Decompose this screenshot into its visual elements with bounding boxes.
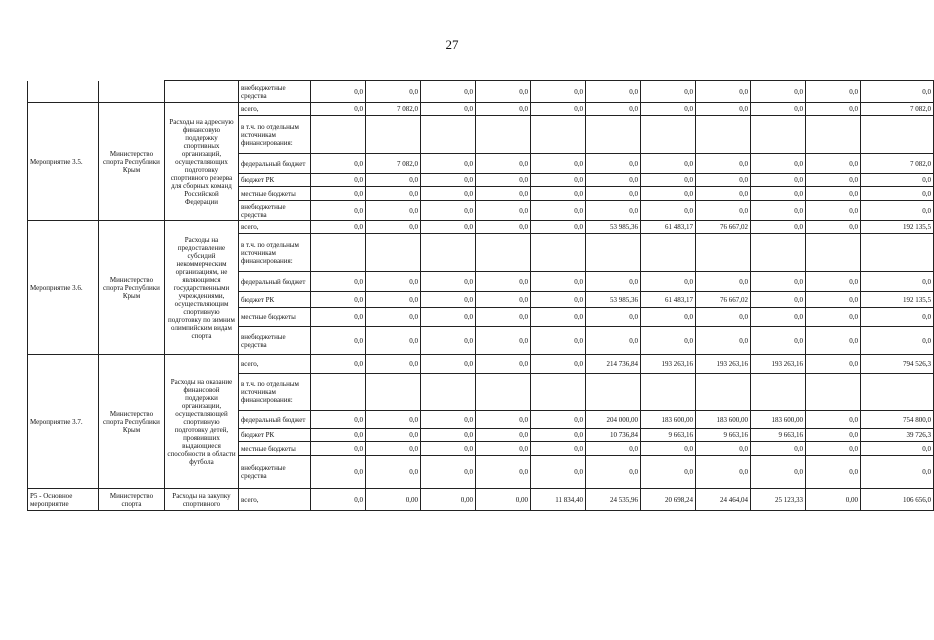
value-cell: 0,0 [861, 308, 934, 327]
value-cell: 0,0 [476, 272, 531, 292]
empty-value-cell [311, 234, 366, 272]
value-cell: 0,0 [366, 456, 421, 489]
value-cell: 0,0 [531, 154, 586, 174]
source-label: в т.ч. по отдельным источникам финансирования: [239, 374, 311, 411]
empty-value-cell [751, 234, 806, 272]
source-label: федеральный бюджет [239, 154, 311, 174]
value-cell: 0,0 [476, 154, 531, 174]
value-cell: 0,0 [751, 292, 806, 308]
source-label: бюджет РК [239, 429, 311, 442]
value-cell: 0,0 [476, 174, 531, 187]
value-cell: 24 464,04 [696, 489, 751, 511]
value-cell: 0,00 [806, 489, 861, 511]
value-cell: 0,0 [641, 272, 696, 292]
budget-table [27, 80, 934, 511]
source-label: в т.ч. по отдельным источникам финансирования: [239, 116, 311, 154]
value-cell: 0,0 [476, 456, 531, 489]
value-cell: 192 135,5 [861, 292, 934, 308]
value-cell: 0,0 [531, 456, 586, 489]
value-cell: 0,0 [806, 308, 861, 327]
value-cell: 204 000,00 [586, 411, 641, 429]
value-cell: 0,0 [311, 327, 366, 355]
value-cell: 0,0 [311, 174, 366, 187]
value-cell: 0,0 [421, 292, 476, 308]
value-cell: 0,0 [311, 103, 366, 116]
source-label: местные бюджеты [239, 442, 311, 456]
value-cell: 0,0 [696, 187, 751, 201]
empty-value-cell [531, 374, 586, 411]
value-cell: 0,0 [531, 201, 586, 221]
value-cell: 0,0 [641, 103, 696, 116]
value-cell: 0,0 [311, 187, 366, 201]
value-cell: 0,0 [531, 292, 586, 308]
value-cell: 0,00 [421, 489, 476, 511]
value-cell: 0,0 [806, 411, 861, 429]
value-cell: 0,0 [806, 456, 861, 489]
empty-value-cell [861, 116, 934, 154]
value-cell: 193 263,16 [696, 355, 751, 374]
value-cell: 10 736,84 [586, 429, 641, 442]
empty-value-cell [751, 374, 806, 411]
source-label: внебюджетные средства [239, 327, 311, 355]
measure-name-cell: Мероприятие 3.6. [28, 221, 99, 355]
value-cell: 0,0 [366, 411, 421, 429]
value-cell: 7 082,0 [861, 154, 934, 174]
value-cell: 0,0 [531, 103, 586, 116]
table-row [28, 489, 934, 511]
table-row [28, 355, 934, 374]
value-cell: 0,0 [586, 174, 641, 187]
empty-value-cell [806, 374, 861, 411]
value-cell: 0,0 [311, 411, 366, 429]
value-cell: 0,0 [366, 429, 421, 442]
source-label: местные бюджеты [239, 308, 311, 327]
source-label: внебюджетные средства [239, 81, 311, 103]
empty-value-cell [861, 234, 934, 272]
value-cell: 0,0 [476, 442, 531, 456]
value-cell: 76 667,02 [696, 292, 751, 308]
empty-value-cell [806, 116, 861, 154]
value-cell: 0,0 [421, 187, 476, 201]
value-cell: 0,0 [806, 221, 861, 234]
value-cell: 0,0 [751, 442, 806, 456]
empty-value-cell [586, 374, 641, 411]
value-cell: 0,0 [696, 272, 751, 292]
value-cell: 0,0 [806, 272, 861, 292]
value-cell: 0,0 [421, 154, 476, 174]
value-cell: 192 135,5 [861, 221, 934, 234]
value-cell: 0,0 [476, 81, 531, 103]
value-cell: 0,0 [311, 221, 366, 234]
value-cell: 0,0 [476, 187, 531, 201]
value-cell: 0,0 [311, 154, 366, 174]
value-cell: 0,0 [586, 103, 641, 116]
empty-value-cell [861, 374, 934, 411]
empty-value-cell [476, 374, 531, 411]
value-cell: 193 263,16 [751, 355, 806, 374]
value-cell: 0,0 [861, 174, 934, 187]
value-cell: 0,0 [531, 174, 586, 187]
empty-value-cell [476, 234, 531, 272]
description-cell: Расходы на предоставление субсидий некоммерческим организациям, не являющимся государственными учреждениями, осуществляющим спортивную подготовку по зимним олимпийским видам спорта [165, 221, 239, 355]
value-cell: 0,0 [861, 272, 934, 292]
value-cell: 193 263,16 [641, 355, 696, 374]
value-cell: 0,0 [421, 429, 476, 442]
executor-cell: Министерство спорта [99, 489, 165, 511]
empty-value-cell [531, 234, 586, 272]
value-cell: 0,0 [751, 272, 806, 292]
value-cell: 0,0 [586, 327, 641, 355]
value-cell: 0,0 [366, 292, 421, 308]
value-cell: 183 600,00 [696, 411, 751, 429]
value-cell: 0,0 [641, 187, 696, 201]
value-cell: 0,0 [751, 81, 806, 103]
description-cell: Расходы на адресную финансовую поддержку спортивных организаций, осуществляющих подготовку спортивного резерва для сборных команд Российской Федерации [165, 103, 239, 221]
value-cell: 0,0 [531, 272, 586, 292]
empty-value-cell [641, 116, 696, 154]
value-cell: 0,0 [861, 442, 934, 456]
value-cell: 0,0 [586, 81, 641, 103]
value-cell: 0,0 [476, 308, 531, 327]
value-cell: 0,0 [696, 456, 751, 489]
source-label: внебюджетные средства [239, 456, 311, 489]
value-cell: 0,0 [751, 154, 806, 174]
value-cell: 0,0 [696, 327, 751, 355]
value-cell: 0,0 [311, 355, 366, 374]
value-cell: 0,0 [476, 411, 531, 429]
value-cell: 76 667,02 [696, 221, 751, 234]
value-cell: 0,0 [531, 81, 586, 103]
value-cell: 0,0 [531, 327, 586, 355]
source-label: бюджет РК [239, 174, 311, 187]
value-cell: 0,0 [366, 308, 421, 327]
value-cell: 0,0 [311, 81, 366, 103]
value-cell: 0,0 [751, 327, 806, 355]
value-cell: 0,0 [696, 442, 751, 456]
value-cell: 0,0 [366, 81, 421, 103]
value-cell: 0,0 [641, 308, 696, 327]
value-cell: 0,0 [641, 201, 696, 221]
value-cell: 0,0 [311, 442, 366, 456]
value-cell: 0,0 [421, 174, 476, 187]
value-cell: 794 526,3 [861, 355, 934, 374]
value-cell: 0,0 [421, 456, 476, 489]
empty-value-cell [366, 374, 421, 411]
description-cell [165, 81, 239, 103]
value-cell: 0,0 [531, 221, 586, 234]
value-cell: 0,00 [366, 489, 421, 511]
empty-value-cell [641, 234, 696, 272]
value-cell: 0,0 [421, 411, 476, 429]
value-cell: 0,0 [696, 154, 751, 174]
source-label: в т.ч. по отдельным источникам финансирования: [239, 234, 311, 272]
value-cell: 0,0 [366, 272, 421, 292]
source-label: федеральный бюджет [239, 272, 311, 292]
value-cell: 0,0 [751, 201, 806, 221]
empty-value-cell [421, 234, 476, 272]
table-row [28, 103, 934, 116]
empty-value-cell [696, 234, 751, 272]
value-cell: 0,0 [311, 292, 366, 308]
value-cell: 0,0 [421, 272, 476, 292]
value-cell: 0,0 [421, 327, 476, 355]
value-cell: 0,0 [751, 187, 806, 201]
value-cell: 0,0 [641, 81, 696, 103]
value-cell: 0,0 [366, 221, 421, 234]
source-label: внебюджетные средства [239, 201, 311, 221]
value-cell: 0,0 [421, 308, 476, 327]
value-cell: 0,0 [531, 429, 586, 442]
value-cell: 0,0 [421, 355, 476, 374]
value-cell: 9 663,16 [641, 429, 696, 442]
value-cell: 0,0 [366, 442, 421, 456]
empty-value-cell [696, 374, 751, 411]
value-cell: 0,0 [311, 456, 366, 489]
value-cell: 0,0 [586, 154, 641, 174]
value-cell: 0,0 [751, 103, 806, 116]
value-cell: 0,0 [641, 442, 696, 456]
value-cell: 0,0 [421, 103, 476, 116]
value-cell: 0,0 [806, 292, 861, 308]
value-cell: 0,0 [586, 456, 641, 489]
empty-value-cell [311, 116, 366, 154]
empty-value-cell [366, 234, 421, 272]
value-cell: 0,0 [696, 308, 751, 327]
empty-value-cell [806, 234, 861, 272]
value-cell: 0,0 [861, 201, 934, 221]
empty-value-cell [696, 116, 751, 154]
description-cell: Расходы на закупку спортивного [165, 489, 239, 511]
value-cell: 0,0 [476, 355, 531, 374]
empty-value-cell [641, 374, 696, 411]
value-cell: 0,0 [421, 201, 476, 221]
value-cell: 0,0 [476, 201, 531, 221]
value-cell: 0,0 [861, 456, 934, 489]
page-number: 27 [445, 37, 459, 52]
source-label: местные бюджеты [239, 187, 311, 201]
empty-value-cell [531, 116, 586, 154]
measure-name-cell: Мероприятие 3.5. [28, 103, 99, 221]
value-cell: 11 834,40 [531, 489, 586, 511]
executor-cell: Министерство спорта Республики Крым [99, 103, 165, 221]
value-cell: 0,0 [531, 411, 586, 429]
value-cell: 0,0 [586, 442, 641, 456]
value-cell: 214 736,84 [586, 355, 641, 374]
value-cell: 25 123,33 [751, 489, 806, 511]
value-cell: 0,0 [861, 187, 934, 201]
value-cell: 9 663,16 [751, 429, 806, 442]
value-cell: 0,0 [696, 174, 751, 187]
value-cell: 0,0 [531, 187, 586, 201]
table-row [28, 221, 934, 234]
value-cell: 0,0 [586, 272, 641, 292]
empty-value-cell [311, 374, 366, 411]
value-cell: 39 726,3 [861, 429, 934, 442]
table-row [28, 81, 934, 103]
value-cell: 0,0 [861, 81, 934, 103]
executor-cell: Министерство спорта Республики Крым [99, 221, 165, 355]
empty-value-cell [586, 116, 641, 154]
source-label: всего, [239, 355, 311, 374]
empty-value-cell [476, 116, 531, 154]
value-cell: 0,0 [806, 355, 861, 374]
value-cell: 9 663,16 [696, 429, 751, 442]
value-cell: 106 656,0 [861, 489, 934, 511]
value-cell: 0,0 [806, 442, 861, 456]
value-cell: 0,0 [806, 81, 861, 103]
value-cell: 0,0 [586, 201, 641, 221]
value-cell: 0,0 [806, 103, 861, 116]
measure-name-cell: Р5 - Основное мероприятие [28, 489, 99, 511]
executor-cell: Министерство спорта Республики Крым [99, 355, 165, 489]
value-cell: 754 800,0 [861, 411, 934, 429]
measure-name-cell [28, 81, 99, 103]
value-cell: 0,0 [751, 456, 806, 489]
empty-value-cell [751, 116, 806, 154]
value-cell: 0,0 [311, 272, 366, 292]
source-label: всего, [239, 489, 311, 511]
empty-value-cell [586, 234, 641, 272]
value-cell: 0,0 [476, 327, 531, 355]
value-cell: 0,0 [696, 103, 751, 116]
value-cell: 0,0 [641, 154, 696, 174]
value-cell: 0,0 [586, 187, 641, 201]
value-cell: 0,0 [806, 201, 861, 221]
value-cell: 0,0 [366, 355, 421, 374]
value-cell: 0,0 [806, 187, 861, 201]
value-cell: 0,0 [476, 221, 531, 234]
value-cell: 7 082,0 [366, 103, 421, 116]
measure-name-cell: Мероприятие 3.7. [28, 355, 99, 489]
value-cell: 0,0 [861, 327, 934, 355]
value-cell: 53 985,36 [586, 221, 641, 234]
empty-value-cell [421, 116, 476, 154]
value-cell: 0,0 [476, 292, 531, 308]
value-cell: 0,0 [311, 429, 366, 442]
value-cell: 61 483,17 [641, 292, 696, 308]
value-cell: 7 082,0 [366, 154, 421, 174]
description-cell: Расходы на оказание финансовой поддержки организации, осуществляющей спортивную подготовку детей, проявивших выдающиеся способности в области футбола [165, 355, 239, 489]
value-cell: 0,0 [311, 201, 366, 221]
value-cell: 0,0 [806, 429, 861, 442]
value-cell: 61 483,17 [641, 221, 696, 234]
value-cell: 0,00 [476, 489, 531, 511]
executor-cell [99, 81, 165, 103]
source-label: всего, [239, 221, 311, 234]
empty-value-cell [366, 116, 421, 154]
value-cell: 0,0 [641, 174, 696, 187]
source-label: бюджет РК [239, 292, 311, 308]
value-cell: 0,0 [311, 308, 366, 327]
value-cell: 0,0 [366, 187, 421, 201]
value-cell: 0,0 [421, 442, 476, 456]
value-cell: 0,0 [366, 201, 421, 221]
value-cell: 0,0 [751, 174, 806, 187]
value-cell: 0,0 [806, 154, 861, 174]
value-cell: 0,0 [531, 308, 586, 327]
value-cell: 24 535,96 [586, 489, 641, 511]
value-cell: 7 082,0 [861, 103, 934, 116]
value-cell: 0,0 [696, 201, 751, 221]
value-cell: 53 985,36 [586, 292, 641, 308]
value-cell: 0,0 [421, 221, 476, 234]
source-label: всего, [239, 103, 311, 116]
value-cell: 0,0 [806, 174, 861, 187]
source-label: федеральный бюджет [239, 411, 311, 429]
value-cell: 0,0 [641, 327, 696, 355]
value-cell: 0,0 [311, 489, 366, 511]
value-cell: 183 600,00 [641, 411, 696, 429]
value-cell: 0,0 [806, 327, 861, 355]
value-cell: 0,0 [751, 308, 806, 327]
value-cell: 0,0 [476, 103, 531, 116]
value-cell: 0,0 [586, 308, 641, 327]
value-cell: 0,0 [531, 355, 586, 374]
empty-value-cell [421, 374, 476, 411]
value-cell: 183 600,00 [751, 411, 806, 429]
value-cell: 0,0 [531, 442, 586, 456]
value-cell: 0,0 [366, 327, 421, 355]
value-cell: 0,0 [641, 456, 696, 489]
value-cell: 0,0 [421, 81, 476, 103]
value-cell: 0,0 [366, 174, 421, 187]
value-cell: 0,0 [696, 81, 751, 103]
value-cell: 0,0 [751, 221, 806, 234]
value-cell: 0,0 [476, 429, 531, 442]
value-cell: 20 698,24 [641, 489, 696, 511]
